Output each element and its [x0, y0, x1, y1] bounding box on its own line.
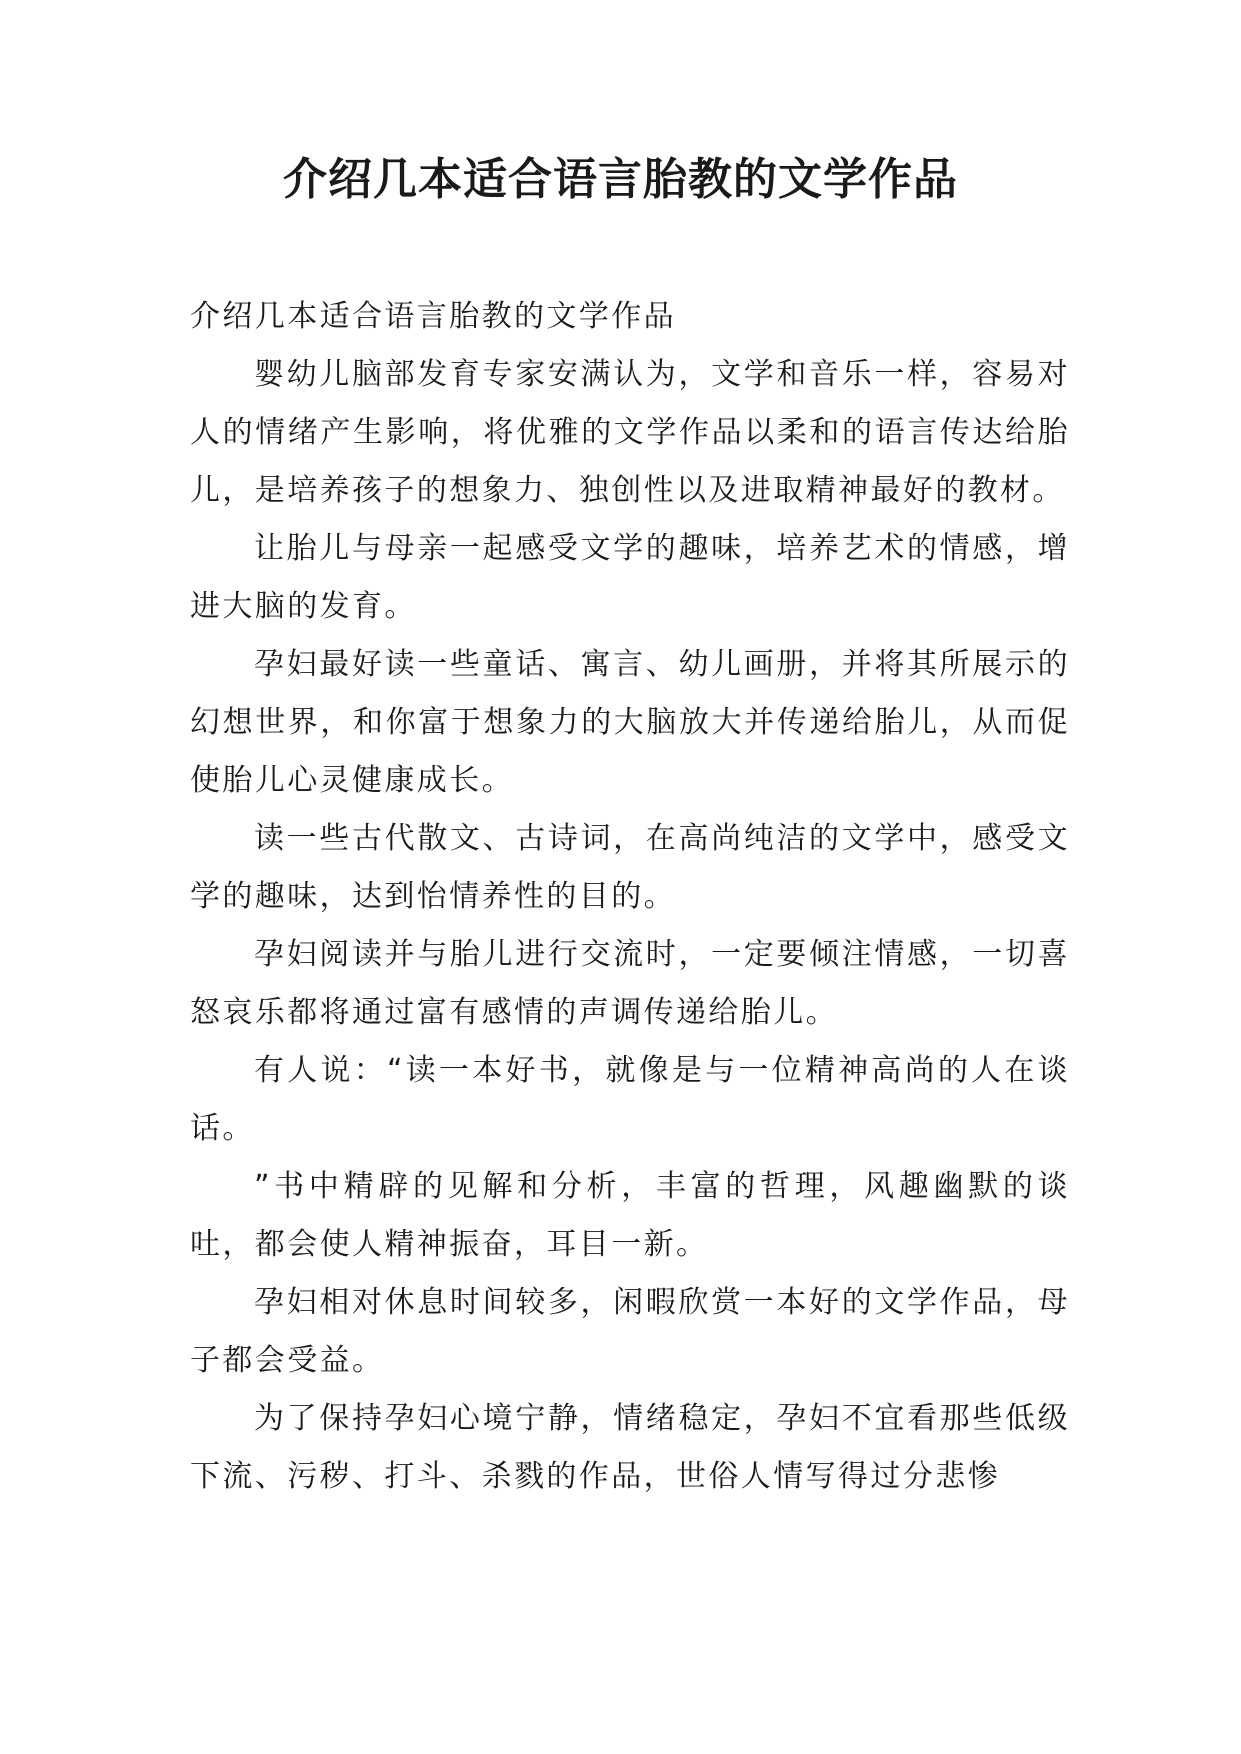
paragraph: 为了保持孕妇心境宁静，情绪稳定，孕妇不宜看那些低级下流、污秽、打斗、杀戮的作品，世俗人情写得过分悲惨 — [190, 1401, 1070, 1494]
paragraph: 婴幼儿脑部发育专家安满认为，文学和音乐一样，容易对人的情绪产生影响，将优雅的文学作品以柔和的语言传达给胎儿，是培养孩子的想象力、独创性以及进取精神最好的教材。 — [190, 357, 1070, 508]
paragraph: 孕妇相对休息时间较多，闲暇欣赏一本好的文学作品，母子都会受益。 — [190, 1285, 1070, 1378]
paragraph: 读一些古代散文、古诗词，在高尚纯洁的文学中，感受文学的趣味，达到怡情养性的目的。 — [190, 821, 1070, 914]
paragraph: 孕妇最好读一些童话、寓言、幼儿画册，并将其所展示的幻想世界，和你富于想象力的大脑放大并传递给胎儿，从而促使胎儿心灵健康成长。 — [190, 647, 1070, 798]
paragraph: ”书中精辟的见解和分析，丰富的哲理，风趣幽默的谈吐，都会使人精神振奋，耳目一新。 — [190, 1169, 1070, 1262]
paragraph: 孕妇阅读并与胎儿进行交流时，一定要倾注情感，一切喜怒哀乐都将通过富有感情的声调传递给胎儿。 — [190, 937, 1070, 1030]
paragraph: 让胎儿与母亲一起感受文学的趣味，培养艺术的情感，增进大脑的发育。 — [190, 531, 1070, 624]
document-body — [190, 288, 1070, 1506]
document-subtitle: 介绍几本适合语言胎教的文学作品 — [190, 299, 676, 334]
paragraph: 有人说：“读一本好书，就像是与一位精神高尚的人在谈话。 — [190, 1053, 1070, 1146]
document-title: 介绍几本适合语言胎教的文学作品 — [283, 154, 958, 205]
